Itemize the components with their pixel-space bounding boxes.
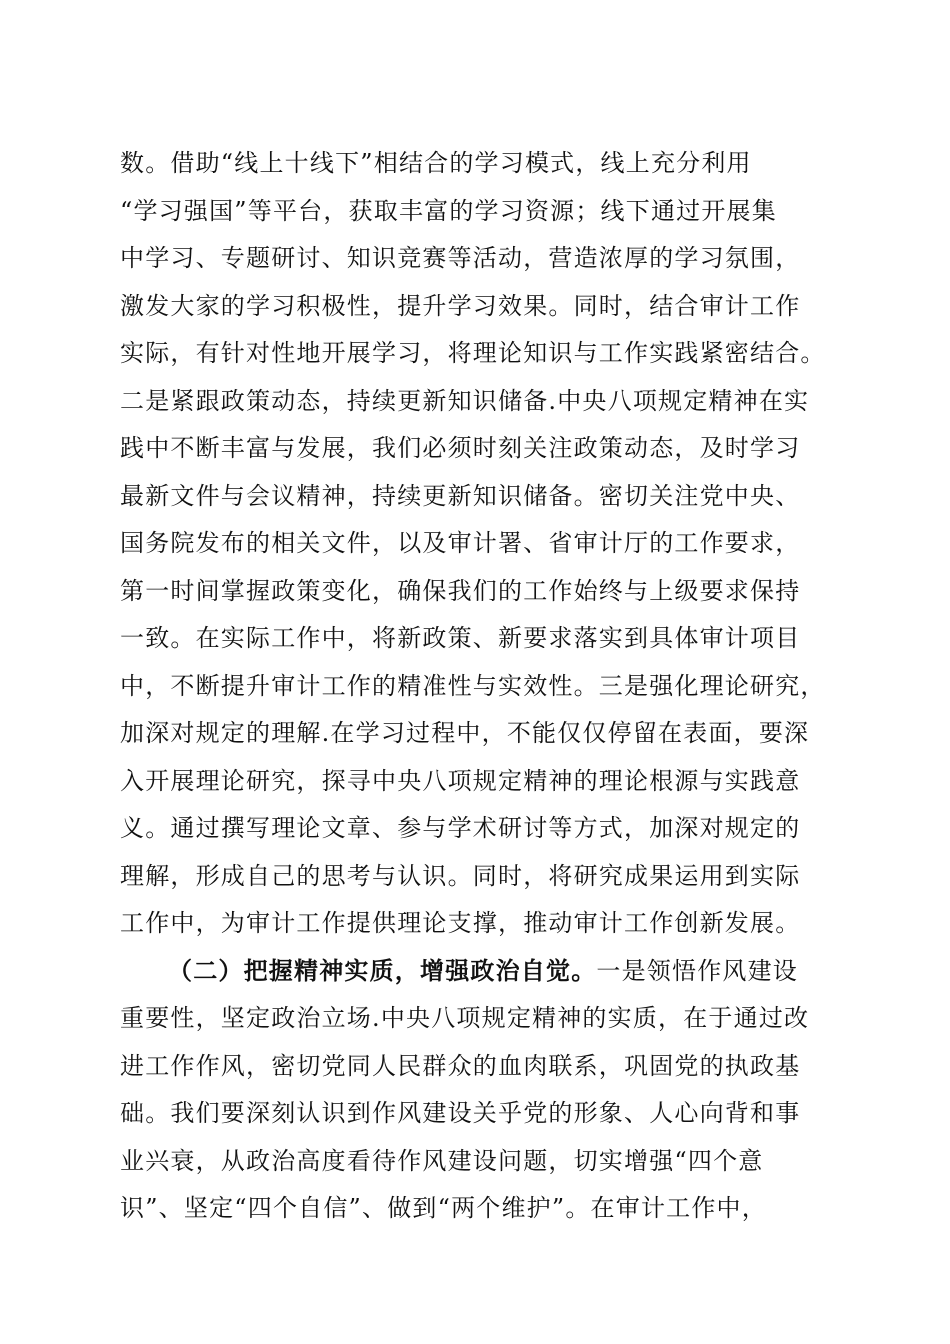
text-line: 二是紧跟政策动态，持续更新知识储备.中央八项规定精神在实 <box>120 387 810 415</box>
text-line: 践中不断丰富与发展，我们必须时刻关注政策动态，及时学习 <box>120 434 801 462</box>
text-line: 重要性，坚定政治立场.中央八项规定精神的实质，在于通过改 <box>120 1004 810 1032</box>
text-line: 识”、坚定“四个自信”、做到“两个维护”。在审计工作中， <box>120 1194 767 1222</box>
text-line: 义。通过撰写理论文章、参与学术研讨等方式，加深对规定的 <box>120 814 801 842</box>
section-heading: （二）把握精神实质，增强政治自觉。 <box>168 956 597 985</box>
text-line: 国务院发布的相关文件，以及审计署、省审计厅的工作要求， <box>120 529 801 557</box>
text-line: 中，不断提升审计工作的精准性与实效性。三是强化理论研究， <box>120 672 826 700</box>
text-line: 实际，有针对性地开展学习，将理论知识与工作实践紧密结合。 <box>120 339 826 367</box>
text-line: 中学习、专题研讨、知识竞赛等活动，营造浓厚的学习氛围， <box>120 244 801 272</box>
text-line: 加深对规定的理解.在学习过程中，不能仅仅停留在表面，要深 <box>120 719 810 747</box>
section-first-line-rest: 一是领悟作风建设 <box>596 957 799 985</box>
text-line: 最新文件与会议精神，持续更新知识储备。密切关注党中央、 <box>120 482 801 510</box>
text-line: 一致。在实际工作中，将新政策、新要求落实到具体审计项目 <box>120 624 801 652</box>
text-line: 激发大家的学习积极性，提升学习效果。同时，结合审计工作 <box>120 292 801 320</box>
text-line: 理解，形成自己的思考与认识。同时，将研究成果运用到实际 <box>120 862 801 890</box>
section-first-line <box>168 956 798 986</box>
text-line: 入开展理论研究，探寻中央八项规定精神的理论根源与实践意 <box>120 767 801 795</box>
text-line: 工作中，为审计工作提供理论支撑，推动审计工作创新发展。 <box>120 909 801 937</box>
text-line: “学习强国”等平台，获取丰富的学习资源；线下通过开展集 <box>120 197 777 225</box>
text-line: 进工作作风，密切党同人民群众的血肉联系，巩固党的执政基 <box>120 1052 801 1080</box>
text-line: 数。借助“线上十线下”相结合的学习模式，线上充分利用 <box>120 149 752 177</box>
text-line: 第一时间掌握政策变化，确保我们的工作始终与上级要求保持 <box>120 577 801 605</box>
text-line: 业兴衰，从政治高度看待作风建设问题，切实增强“四个意 <box>120 1147 764 1175</box>
text-line: 础。我们要深刻认识到作风建设关乎党的形象、人心向背和事 <box>120 1099 801 1127</box>
